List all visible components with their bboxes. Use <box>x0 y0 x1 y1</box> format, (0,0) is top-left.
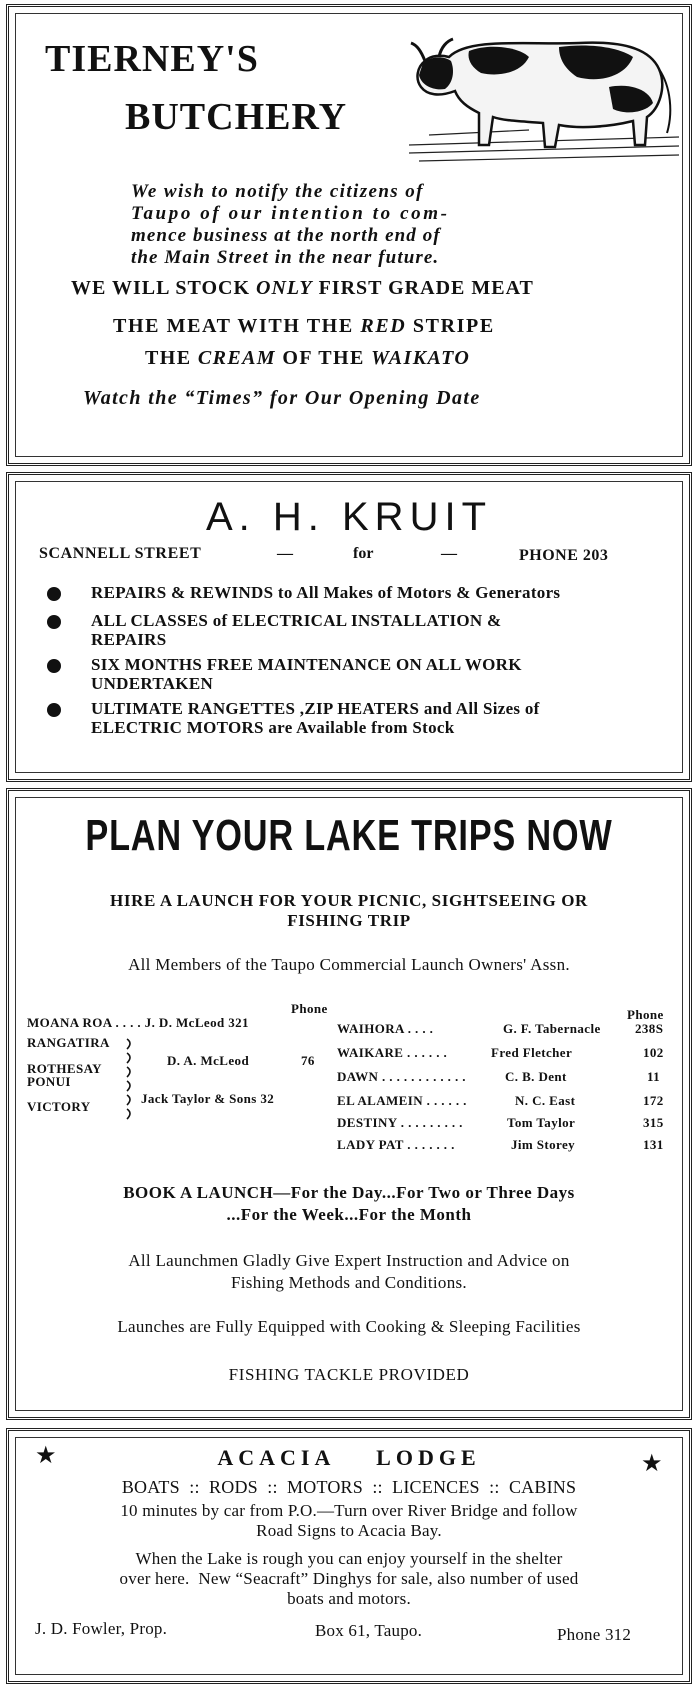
acacia-rough-line2: over here. New “Seacraft” Dinghys for sale, also number of used <box>119 1569 579 1588</box>
acacia-box: Box 61, Taupo. <box>315 1621 423 1640</box>
lake-left-mcleod: D. A. McLeod <box>167 1053 250 1068</box>
lake-right-row-3-owner: C. B. Dent <box>505 1069 567 1084</box>
lake-right-row-6-owner: Jim Storey <box>511 1137 576 1152</box>
butchery-stripe-pre: THE MEAT WITH THE <box>113 315 361 337</box>
butchery-notice-line4: the Main Street in the near future. <box>131 247 440 268</box>
lake-right-row-6-boat: LADY PAT . . . . . . . <box>337 1137 455 1152</box>
lake-right-row-1-owner: G. F. Tabernacle <box>503 1021 601 1036</box>
kruit-bullet-2-line2: REPAIRS <box>91 630 167 649</box>
butchery-stock-line <box>71 277 534 300</box>
butchery-stock-em: ONLY <box>256 277 313 299</box>
kruit-for: for <box>353 545 374 562</box>
bracket-mark <box>127 1053 130 1063</box>
lake-right-row-4-boat: EL ALAMEIN . . . . . . <box>337 1093 467 1108</box>
bracket-mark <box>127 1039 130 1049</box>
lake-right-row-2-owner: Fred Fletcher <box>491 1045 573 1060</box>
kruit-ad <box>6 472 692 782</box>
star-icon: ★ <box>641 1451 663 1477</box>
butchery-cream-mid: OF THE <box>276 347 372 369</box>
acacia-services: BOATS :: RODS :: MOTORS :: LICENCES :: CABINS <box>121 1477 577 1497</box>
lake-left-ponui: PONUI <box>27 1074 71 1089</box>
butchery-stripe-em: RED <box>360 315 407 337</box>
butchery-title-line1: TIERNEY'S <box>45 38 259 80</box>
kruit-phone: PHONE 203 <box>519 547 609 564</box>
butchery-watch-line: Watch the “Times” for Our Opening Date <box>83 387 481 409</box>
lake-instruction-line1: All Launchmen Gladly Give Expert Instruction and Advice on <box>128 1251 570 1270</box>
kruit-bullet-3-line2: UNDERTAKEN <box>91 674 214 693</box>
butchery-cream-em: CREAM <box>197 347 276 369</box>
lake-book-line2: ...For the Week...For the Month <box>226 1205 472 1224</box>
lake-right-row-4-owner: N. C. East <box>515 1093 576 1108</box>
lake-book-line1: BOOK A LAUNCH—For the Day...For Two or Three Days <box>123 1183 575 1202</box>
acacia-directions-line2: Road Signs to Acacia Bay. <box>256 1521 442 1540</box>
lake-left-phone-header: Phone <box>291 1001 328 1016</box>
kruit-bullet-4-line2: ELECTRIC MOTORS are Available from Stock <box>91 718 455 737</box>
lake-headline: PLAN YOUR LAKE TRIPS NOW <box>85 811 613 860</box>
butchery-cream-em2: WAIKATO <box>371 347 471 369</box>
lake-left-mcleod-phone: 76 <box>301 1053 315 1068</box>
butchery-stock-post: FIRST GRADE MEAT <box>312 277 534 299</box>
acacia-rough-line1: When the Lake is rough you can enjoy yourself in the shelter <box>135 1549 563 1568</box>
acacia-phone: Phone 312 <box>557 1625 632 1644</box>
bracket-mark <box>127 1109 130 1119</box>
butchery-cream-pre: THE <box>145 347 198 369</box>
star-icon: ★ <box>35 1443 57 1469</box>
lake-right-row-5-owner: Tom Taylor <box>507 1115 576 1130</box>
lake-trips-ad <box>6 788 692 1420</box>
lake-left-moana: MOANA ROA . . . . J. D. McLeod 321 <box>27 1015 249 1030</box>
butchery-stripe-line <box>113 315 495 338</box>
acacia-lodge-ad <box>6 1428 692 1684</box>
butchery-cream-line <box>145 347 470 370</box>
lake-right-row-5-phone: 315 <box>643 1115 664 1130</box>
kruit-bullet-3-line1: SIX MONTHS FREE MAINTENANCE ON ALL WORK <box>91 655 522 674</box>
bullet-icon <box>47 615 61 629</box>
lake-right-row-5-boat: DESTINY . . . . . . . . . <box>337 1115 463 1130</box>
kruit-bullet-1-line1: REPAIRS & REWINDS to All Makes of Motors & Generators <box>91 583 561 602</box>
butchery-title-line2: BUTCHERY <box>125 96 348 138</box>
lake-members: All Members of the Taupo Commercial Launch Owners' Assn. <box>128 955 570 974</box>
lake-left-victory: VICTORY <box>27 1099 91 1114</box>
lake-right-row-2-boat: WAIKARE . . . . . . <box>337 1045 448 1060</box>
butchery-notice-line3: mence business at the north end of <box>131 225 441 246</box>
bullet-icon <box>47 587 61 601</box>
acacia-rough-line3: boats and motors. <box>287 1589 411 1608</box>
kruit-dash-2: — <box>441 545 457 562</box>
kruit-bullet-1 <box>47 583 677 605</box>
bullet-icon <box>47 703 61 717</box>
kruit-street: SCANNELL STREET <box>39 545 202 562</box>
lake-right-phone-header: Phone <box>627 1007 664 1022</box>
lake-sub-line1: HIRE A LAUNCH FOR YOUR PICNIC, SIGHTSEEING OR <box>110 891 588 910</box>
lake-equipped: Launches are Fully Equipped with Cooking & Sleeping Facilities <box>117 1317 581 1336</box>
lake-instruction-line2: Fishing Methods and Conditions. <box>231 1273 467 1292</box>
lake-right-row-1-boat: WAIHORA . . . . <box>337 1021 434 1036</box>
kruit-bullet-2 <box>47 611 677 651</box>
lake-right-row-1-phone: 238S <box>635 1021 664 1036</box>
lake-right-row-3-boat: DAWN . . . . . . . . . . . . <box>337 1069 466 1084</box>
lake-left-rothesay: ROTHESAY <box>27 1061 102 1076</box>
lake-right-row-6-phone: 131 <box>643 1137 664 1152</box>
kruit-bullet-2-line1: ALL CLASSES of ELECTRICAL INSTALLATION & <box>91 611 502 630</box>
lake-right-row-2-phone: 102 <box>643 1045 664 1060</box>
acacia-directions-line1: 10 minutes by car from P.O.—Turn over River Bridge and follow <box>120 1501 578 1520</box>
butchery-notice-line1: We wish to notify the citizens of <box>131 181 424 202</box>
lake-right-row-3-phone: 11 <box>647 1069 661 1084</box>
kruit-bullet-3 <box>47 655 677 695</box>
acacia-name: ACACIA LODGE <box>217 1445 481 1470</box>
lake-bracket-marks <box>121 1035 141 1125</box>
lake-left-taylor: Jack Taylor & Sons 32 <box>141 1091 275 1106</box>
bull-illustration-icon <box>409 17 679 167</box>
bracket-mark <box>127 1081 130 1091</box>
kruit-dash-1: — <box>277 545 293 562</box>
lake-right-row-4-phone: 172 <box>643 1093 664 1108</box>
butchery-ad <box>6 4 692 466</box>
butchery-stripe-post: STRIPE <box>406 315 495 337</box>
kruit-bullet-4-line1: ULTIMATE RANGETTES ,ZIP HEATERS and All Sizes of <box>91 699 540 718</box>
lake-left-rangatira: RANGATIRA <box>27 1035 110 1050</box>
butchery-stock-pre: WE WILL STOCK <box>71 277 256 299</box>
lake-sub-line2: FISHING TRIP <box>287 911 411 930</box>
bracket-mark <box>127 1067 130 1077</box>
bullet-icon <box>47 659 61 673</box>
butchery-notice-line2: Taupo of our intention to com- <box>131 203 450 224</box>
lake-tackle: FISHING TACKLE PROVIDED <box>228 1365 470 1384</box>
kruit-name: A. H. KRUIT <box>205 495 493 539</box>
bracket-mark <box>127 1095 130 1105</box>
kruit-bullet-4 <box>47 699 677 739</box>
acacia-proprietor: J. D. Fowler, Prop. <box>35 1619 168 1638</box>
